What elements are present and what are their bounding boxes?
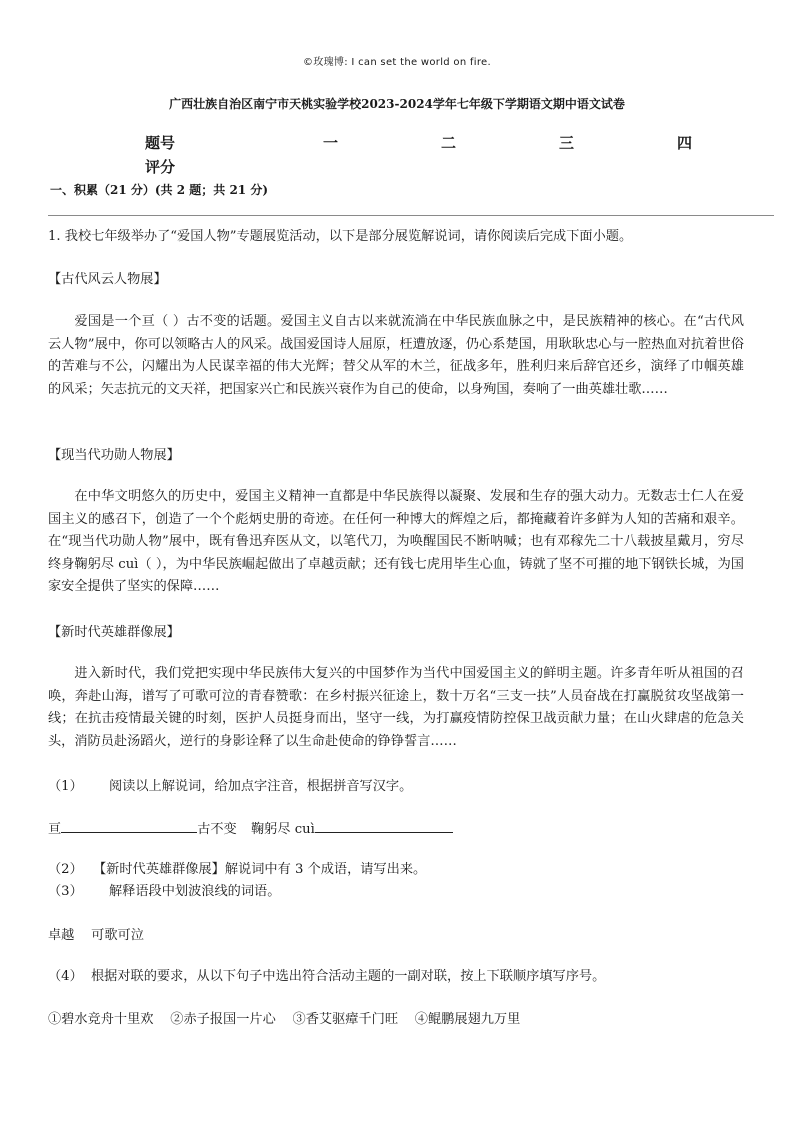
sub-question-label: （2） [48, 862, 83, 877]
part-heading: 【现当代功勋人物展】 [48, 448, 180, 463]
score-table [145, 132, 705, 180]
fill-in-line [48, 818, 744, 842]
passage-paragraph: 在中华文明悠久的历史中，爱国主义精神一直都是中华民族得以凝聚、发展和生存的强大动力。无数志士仁人在爱国主义的感召下，创造了一个个彪炳史册的奇迹。在任何一种博大的辉煌之后，都掩藏着许多鲜为人知的苦痛和艰辛。在“现当代功勋人物”展中，既有鲁迅弃医从文，以笔代刀，为唤醒国民不断呐喊；也有邓稼先二十八载披星戴月，穷尽终身鞠躬尽 cuì（ ），为中华民族崛起做出了卓越贡献；还有钱七虎用毕生心血，铸就了坚不可摧的地下钢铁长城，为国家安全提供了坚实的保障…… [48, 489, 744, 594]
blank-prefix: 亘 [48, 822, 62, 837]
part-heading: 【古代风云人物展】 [48, 272, 167, 287]
header-note: ©玫瑰博: I can set the world on fire. [303, 57, 491, 68]
score-table-cell: 四 [677, 134, 693, 152]
score-table-header-row [145, 132, 705, 156]
passage-paragraph: 进入新时代，我们党把实现中华民族伟大复兴的中国梦作为当代中国爱国主义的鲜明主题。许多青年听从祖国的召唤，奔赴山海，谱写了可歌可泣的青春赞歌：在乡村振兴征途上，数十万名“三支一扶”人员奋战在打赢脱贫攻坚战第一线；在抗击疫情最关键的时刻，医护人员挺身而出，坚守一线，为打赢疫情防控保卫战贡献力量；在山火肆虐的危急关头，消防员赴汤蹈火，逆行的身影诠释了以生命赴使命的铮铮誓言…… [48, 666, 744, 749]
score-table-cell: 三 [559, 134, 575, 152]
section-heading: 一、积累（21 分）(共 2 题；共 21 分) [50, 183, 268, 197]
sub-question-text: 根据对联的要求，从以下句子中选出符合活动主题的一副对联，按上下联顺序填写序号。 [90, 969, 606, 984]
score-table-cell: 评分 [145, 158, 176, 176]
sub-question-text: 解释语段中划波浪线的词语。 [108, 884, 281, 899]
sub-question-label: （3） [48, 884, 83, 899]
answer-blank[interactable] [61, 818, 197, 833]
part-heading: 【新时代英雄群像展】 [48, 625, 180, 640]
sub-question [48, 776, 744, 799]
score-table-score-row [145, 156, 705, 180]
answer-blank[interactable] [315, 818, 453, 833]
sub-question-label: （1） [48, 779, 83, 794]
passage-paragraph: 爱国是一个亘（ ）古不变的话题。爱国主义自古以来就流淌在中华民族血脉之中，是民族精神的核心。在“古代风云人物”展中，你可以领略古人的风采。战国爱国诗人屈原，枉遭放逐，仍心系楚国，用耿耿忠心与一腔热血对抗着世俗的苦难与不公，闪耀出为人民谋幸福的伟大光辉；替父从军的木兰，征战多年，胜利归来后辞官还乡，演绎了巾帼英雄的风采；矢志抗元的文天祥，把国家兴亡和民族兴衰作为自己的使命，以身殉国，奏响了一曲英雄壮歌…… [48, 314, 744, 397]
document-title: 广西壮族自治区南宁市天桃实验学校2023-2024学年七年级下学期语文期中语文试卷 [169, 97, 625, 111]
sub-question-text: 阅读以上解说词，给加点字注音，根据拼音写汉字。 [108, 779, 413, 794]
blank-prefix: 鞠躬尽 cuì [250, 822, 315, 837]
question-intro: 1. 我校七年级举办了“爱国人物”专题展览活动，以下是部分展览解说词，请你阅读后完成下面小题。 [48, 229, 633, 244]
underlined-words: 卓越 可歌可泣 [48, 928, 144, 943]
score-table-cell: 一 [323, 134, 339, 152]
sub-question-text: 【新时代英雄群像展】解说词中有 3 个成语，请写出来。 [92, 862, 427, 877]
score-table-cell: 题号 [145, 134, 176, 152]
sub-question [48, 859, 744, 882]
blank-suffix: 古不变 [197, 822, 237, 837]
divider [48, 215, 774, 216]
couplet-options: ①碧水竞舟十里欢 ②赤子报国一片心 ③香艾驱瘴千门旺 ④鲲鹏展翅九万里 [48, 1012, 521, 1027]
sub-question [48, 966, 744, 989]
sub-question [48, 881, 744, 904]
score-table-cell: 二 [441, 134, 457, 152]
sub-question-label: （4） [48, 969, 83, 984]
